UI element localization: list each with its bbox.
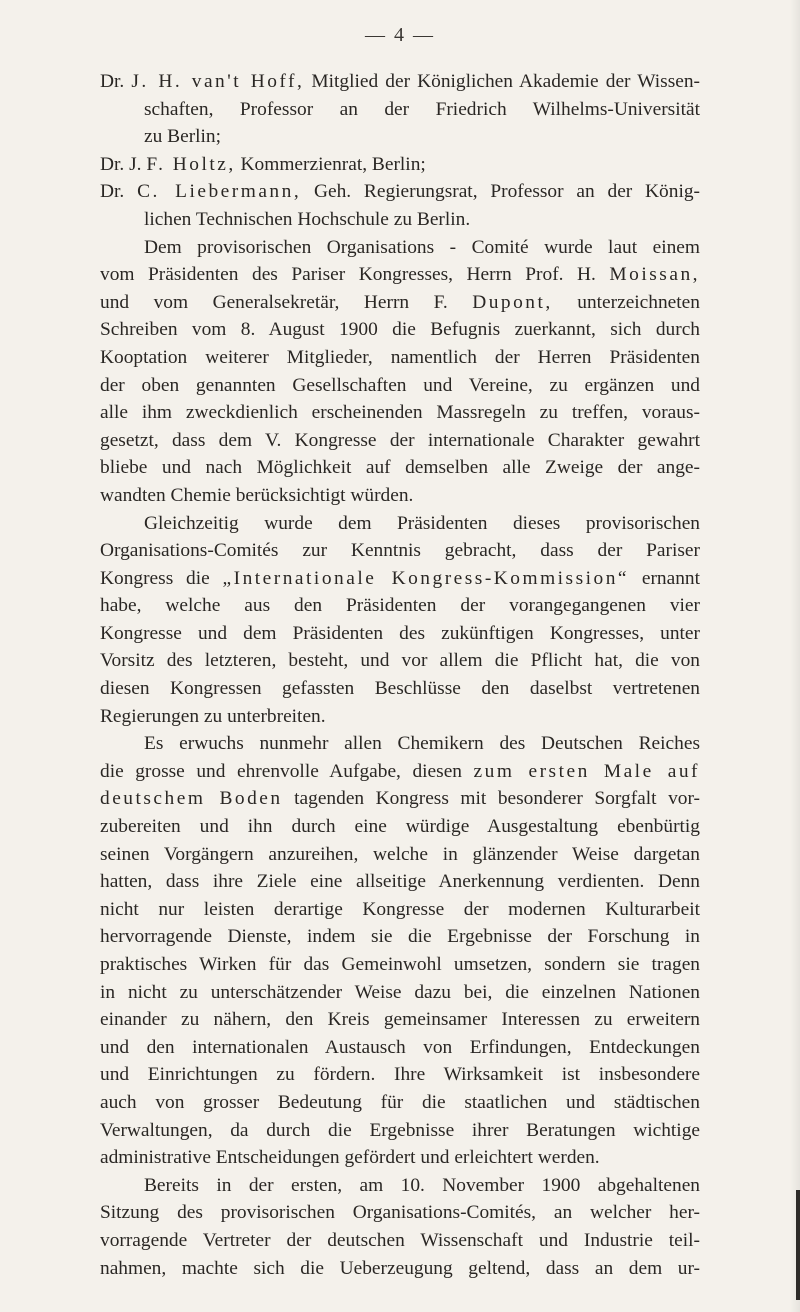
text-line: Es erwuchs nunmehr allen Chemikern des Deutschen Reiches [144, 733, 700, 755]
text-line: nicht nur leisten derartige Kongresse der modernen Kulturarbeit [100, 898, 700, 920]
page-edge-mark [796, 1190, 800, 1300]
title-prefix: Dr. [100, 153, 125, 175]
text-line: hervorragende Dienste, indem sie die Ergebnisse der Forschung in [100, 926, 700, 948]
text-line: wandten Chemie berücksichtigt würden. [100, 484, 414, 506]
text-span: Kongress die [100, 567, 223, 589]
member-name: J. H. van't Hoff, [131, 71, 305, 92]
member-entry-holtz [100, 151, 700, 179]
member-description: Mitglied der Königlichen Akademie der Wissen- [304, 71, 700, 92]
member-description: Kommerzienrat, Berlin; [235, 153, 426, 175]
title-prefix: Dr. [100, 181, 125, 203]
text-span: ernannt [629, 567, 700, 589]
text-line: und Einrichtungen zu fördern. Ihre Wirksamkeit ist insbesondere [100, 1064, 700, 1086]
text-line: Kongresse und dem Präsidenten des zukünftigen Kongresses, unter [100, 622, 700, 644]
paragraph-aufgabe [100, 730, 700, 1172]
text-line: diesen Kongressen gefassten Beschlüsse den daselbst vertretenen [100, 678, 700, 700]
emphasis: deutschem Boden [100, 788, 283, 810]
text-line: lichen Technischen Hochschule zu Berlin. [144, 208, 471, 230]
text-line [100, 758, 700, 786]
text-line: Vorsitz des letzteren, besteht, und vor allem die Pflicht hat, die von [100, 650, 700, 672]
text-line: einander zu nähern, den Kreis gemeinsamer Interessen zu erweitern [100, 1009, 700, 1031]
text-line [100, 178, 700, 206]
member-name: F. Holtz, [146, 153, 236, 175]
commission-name: „Internationale Kongress-Kommission“ [222, 567, 630, 589]
text-line: alle ihm zweckdienlich erscheinenden Massregeln zu treffen, voraus- [100, 402, 700, 424]
text-line: Sitzung des provisorischen Organisations-Comités, an welcher her- [100, 1202, 700, 1224]
title-prefix: Dr. [100, 71, 125, 92]
text-line: auch von grosser Bedeutung für die staatlichen und städtischen [100, 1091, 700, 1113]
text-line: der oben genannten Gesellschaften und Vereine, zu ergänzen und [100, 374, 700, 396]
text-line: Verwaltungen, da durch die Ergebnisse ihrer Beratungen wichtige [100, 1119, 700, 1141]
page-edge-shadow [790, 0, 800, 1312]
paragraph-comite-befugnis [100, 234, 700, 510]
text-span: die grosse und ehrenvolle Aufgabe, diesen [100, 760, 474, 782]
member-entry-vant-hoff [100, 68, 700, 151]
paragraph-erste-sitzung [100, 1172, 700, 1282]
text-line: habe, welche aus den Präsidenten der vorangegangenen vier [100, 595, 700, 617]
text-line: Dem provisorischen Organisations - Comité wurde laut einem [144, 236, 700, 258]
text-line: seinen Vorgängern anzureihen, welche in glänzender Weise dargetan [100, 843, 700, 865]
text-line: Organisations-Comités zur Kenntnis gebracht, dass der Pariser [100, 540, 700, 562]
text-span: tagenden Kongress mit besonderer Sorgfalt vor- [282, 788, 700, 810]
text-line: zubereiten und ihn durch eine würdige Ausgestaltung ebenbürtig [100, 816, 700, 838]
text-line: zu Berlin; [144, 126, 222, 148]
text-line [100, 565, 700, 593]
text-line [100, 261, 700, 289]
text-line: praktisches Wirken für das Gemeinwohl umsetzen, sondern sie tragen [100, 954, 700, 975]
text-line: gesetzt, dass dem V. Kongresse der internationale Charakter gewahrt [100, 429, 700, 451]
person-name: Dupont, [472, 291, 553, 313]
paragraph-kongress-kommission [100, 510, 700, 731]
text-line: bliebe und nach Möglichkeit auf demselben alle Zweige der ange- [100, 457, 700, 479]
text-line: in nicht zu unterschätzender Weise dazu bei, die einzelnen Nationen [100, 981, 700, 1003]
text-span: vom Präsidenten des Pariser Kongresses, Herrn Prof. H. [100, 264, 610, 286]
body-text [100, 68, 700, 1282]
emphasis: zum ersten Male auf [473, 760, 700, 782]
text-line: Dr. J. F. Holtz, Kommerzienrat, Berlin; [100, 153, 426, 175]
person-name: Moissan, [609, 264, 700, 286]
text-line: Regierungen zu unterbreiten. [100, 705, 326, 727]
text-line: administrative Entscheidungen gefördert und erleichtert werden. [100, 1147, 600, 1169]
page-number: — 4 — [365, 24, 435, 46]
text-line: Kooptation weiterer Mitglieder, namentlich der Herren Präsidenten [100, 346, 700, 368]
text-line: nahmen, machte sich die Ueberzeugung geltend, dass an dem ur- [100, 1257, 700, 1279]
member-entry-liebermann [100, 178, 700, 233]
text-line: hatten, dass ihre Ziele eine allseitige Anerkennung verdienten. Denn [100, 871, 700, 893]
text-span: und vom Generalsekretär, Herrn F. [100, 291, 473, 313]
member-name: C. Liebermann, [137, 181, 302, 203]
text-line [100, 785, 700, 813]
text-span: unterzeichneten [552, 291, 700, 313]
member-description: Geh. Regierungsrat, Professor an der König- [301, 181, 700, 203]
text-line: und den internationalen Austausch von Erfindungen, Entdeckungen [100, 1036, 700, 1058]
text-line: schaften, Professor an der Friedrich Wilhelms-Universität [144, 98, 700, 120]
text-line: Schreiben vom 8. August 1900 die Befugnis zuerkannt, sich durch [100, 319, 700, 341]
text-line: Gleichzeitig wurde dem Präsidenten dieses provisorischen [144, 512, 700, 534]
text-line: vorragende Vertreter der deutschen Wissenschaft und Industrie teil- [100, 1229, 700, 1251]
text-line [100, 289, 700, 317]
text-line [100, 68, 700, 96]
text-line: Bereits in der ersten, am 10. November 1900 abgehaltenen [144, 1174, 700, 1196]
